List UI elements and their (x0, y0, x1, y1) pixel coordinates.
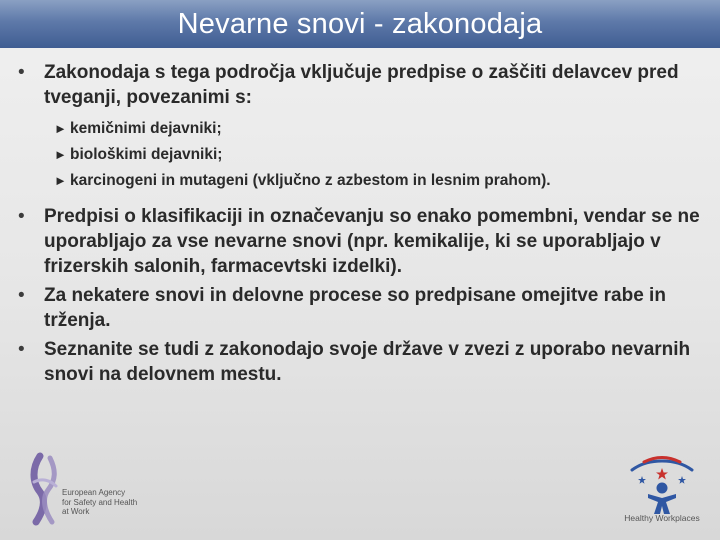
sub-item (54, 168, 708, 194)
sub-item (54, 142, 708, 168)
bullet-text: Seznanite se tudi z zakonodajo svoje države v zvezi z uporabo nevarnih snovi na delovnem mestu. (44, 339, 691, 385)
sub-item-text: kemičnimi dejavniki; (70, 120, 222, 137)
sub-item (54, 116, 708, 142)
bullet-text: Zakonodaja s tega področja vključuje predpise o zaščiti delavcev pred tveganji, povezanimi s: (44, 62, 679, 108)
logo-text-line: European Agency (62, 488, 126, 497)
bullet-item (18, 283, 708, 333)
slide-content (18, 60, 708, 387)
eu-osha-logo-text (62, 488, 172, 517)
arrow-bullet-icon: ► (54, 121, 67, 136)
title-bar (0, 0, 720, 48)
bullet-item (18, 337, 708, 387)
arrow-bullet-icon: ► (54, 147, 67, 162)
bullet-text: Predpisi o klasifikaciji in označevanju so enako pomembni, vendar se ne uporabljajo za vse nevarne snovi (npr. kemikalije, ki se uporabljajo v frizerskih salonih, farmacevtski izdelki). (44, 206, 700, 277)
bullet-item (18, 60, 708, 110)
bullet-dot-icon: • (18, 285, 25, 306)
bullet-dot-icon: • (18, 62, 25, 83)
sub-item-text: karcinogeni in mutageni (vključno z azbestom in lesnim prahom). (70, 172, 551, 189)
logo-text-line: for Safety and Health (62, 497, 138, 507)
arrow-bullet-icon: ► (54, 173, 67, 188)
bullet-dot-icon: • (18, 339, 25, 360)
slide-title: Nevarne snovi - zakonodaja (177, 7, 543, 40)
bullet-item (18, 204, 708, 279)
bullet-text: Za nekatere snovi in delovne procese so predpisane omejitve rabe in trženja. (44, 285, 666, 331)
bullet-dot-icon: • (18, 206, 25, 227)
sub-item-text: biološkimi dejavniki; (70, 146, 223, 163)
logo-text-line: at Work (62, 507, 90, 516)
healthy-workplaces-text: Healthy Workplaces (624, 513, 700, 523)
